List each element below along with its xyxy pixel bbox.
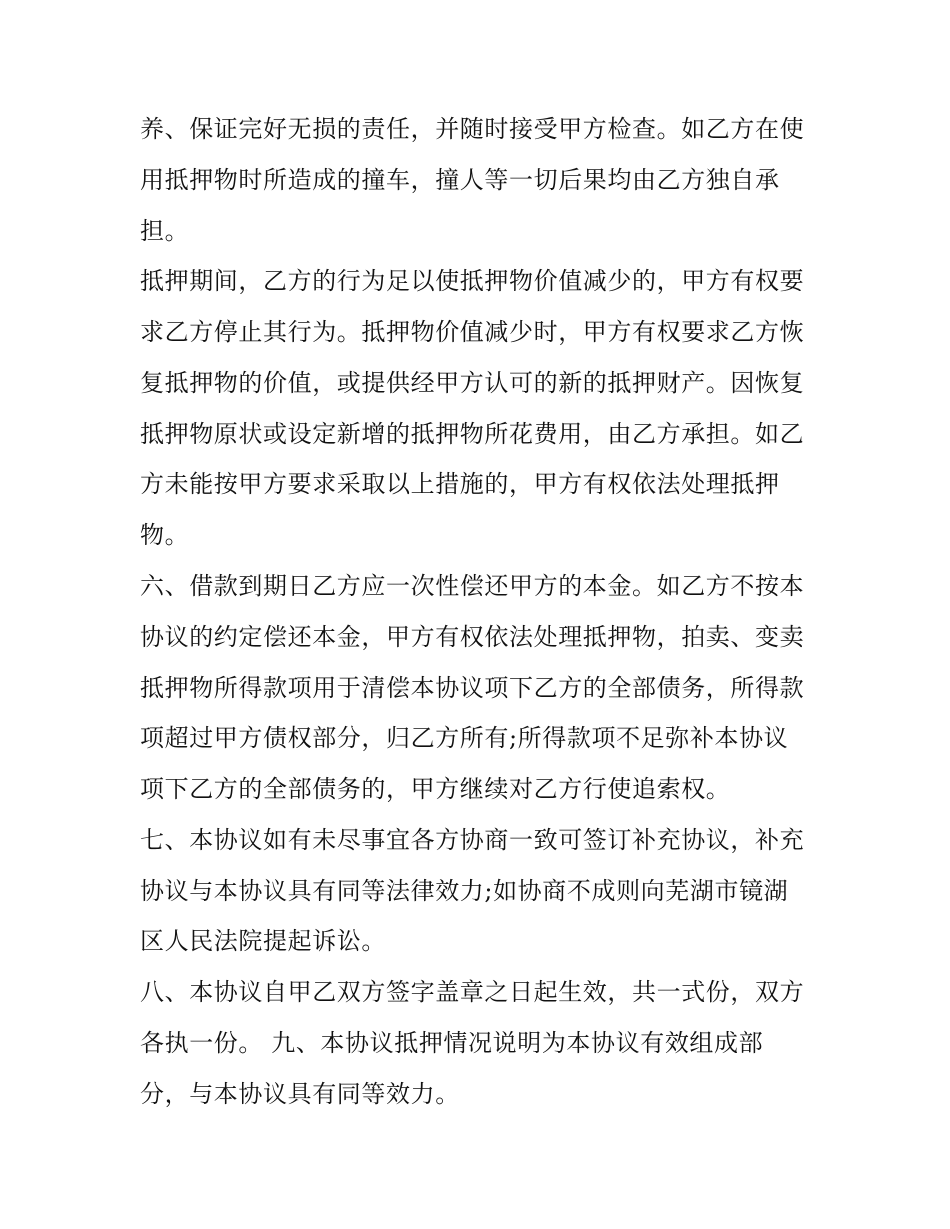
text-line: 分，与本协议具有同等效力。 [140, 1080, 460, 1108]
text-line: 协议的约定偿还本金，甲方有权依法处理抵押物，拍卖、变卖 [140, 623, 805, 651]
text-line: 用抵押物时所造成的撞车，撞人等一切后果均由乙方独自承 [140, 166, 780, 194]
text-line: 抵押物原状或设定新增的抵押物所花费用，由乙方承担。如乙 [140, 420, 805, 448]
text-line: 区人民法院提起诉讼。 [140, 927, 386, 955]
text-line: 项超过甲方债权部分，归乙方所有;所得款项不足弥补本协议 [140, 724, 789, 752]
text-line: 协议与本协议具有同等法律效力;如协商不成则向芜湖市镜湖 [140, 877, 789, 905]
text-line: 六、借款到期日乙方应一次性偿还甲方的本金。如乙方不按本 [140, 572, 805, 600]
text-line: 方未能按甲方要求采取以上措施的，甲方有权依法处理抵押 [140, 470, 780, 498]
text-line: 物。 [140, 521, 190, 549]
text-line: 求乙方停止其行为。抵押物价值减少时，甲方有权要求乙方恢 [140, 318, 805, 346]
text-line: 七、本协议如有未尽事宜各方协商一致可签订补充协议，补充 [140, 826, 805, 854]
text-line: 各执一份。 九、本协议抵押情况说明为本协议有效组成部 [140, 1029, 764, 1057]
text-line: 八、本协议自甲乙双方签字盖章之日起生效，共一式份，双方 [140, 978, 805, 1006]
text-line: 复抵押物的价值，或提供经甲方认可的新的抵押财产。因恢复 [140, 369, 805, 397]
text-line: 项下乙方的全部债务的，甲方继续对乙方行使追索权。 [140, 775, 731, 803]
text-line: 抵押期间，乙方的行为足以使抵押物价值减少的，甲方有权要 [140, 267, 805, 295]
text-line: 抵押物所得款项用于清偿本协议项下乙方的全部债务，所得款 [140, 674, 805, 702]
text-line: 担。 [140, 217, 190, 245]
text-line: 养、保证完好无损的责任，并随时接受甲方检查。如乙方在使 [140, 115, 805, 143]
